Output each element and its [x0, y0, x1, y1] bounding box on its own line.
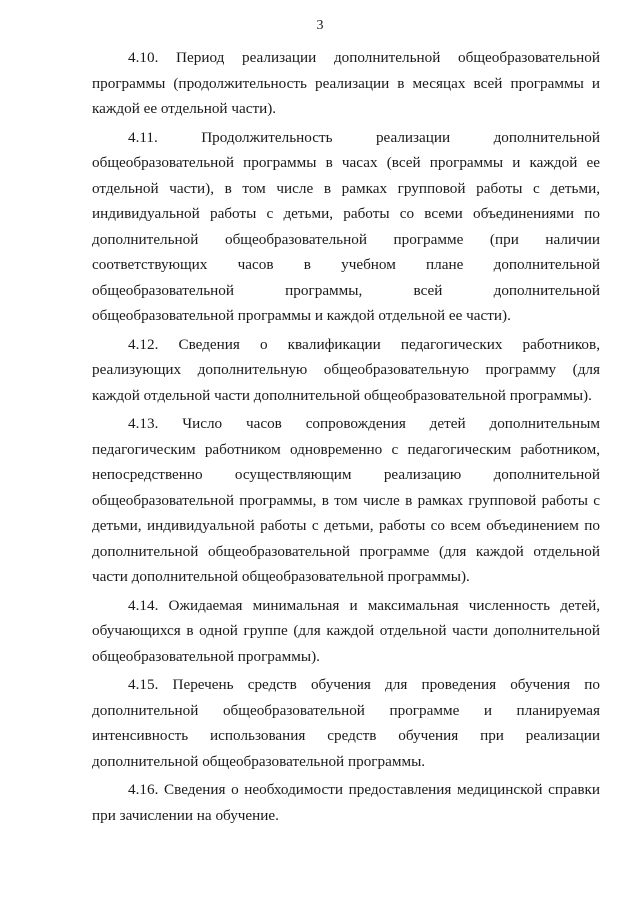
- paragraph-4-16: 4.16. Сведения о необходимости предоставления медицинской справки при зачислении на обучение.: [92, 781, 600, 824]
- page-number: 3: [316, 18, 324, 33]
- paragraph-4-11: 4.11. Продолжительность реализации дополнительной общеобразовательной программы в часах (всей программы и каждой ее отдельной части), в том числе в рамках групповой работы с детьми, индивидуальной работы с детьми, работы со всеми объединениями по дополнительной общеобразовательной программе (при наличии соответствующих часов в учебном плане дополнительной общеобразовательной программы, всей дополнительной общеобразовательной программы и каждой отдельной ее части).: [92, 128, 600, 324]
- paragraph-4-15: 4.15. Перечень средств обучения для проведения обучения по дополнительной общеобразовательной программе и планируемая интенсивность использования средств обучения при реализации дополнительной общеобразовательной программы.: [92, 676, 600, 770]
- paragraph-4-13: 4.13. Число часов сопровождения детей дополнительным педагогическим работником одновременно с педагогическим работником, непосредственно осуществляющим реализацию дополнительной общеобразовательной программы, в том числе в рамках групповой работы с детьми, индивидуальной работы с детьми, работы со всем объединением по дополнительной общеобразовательной программе (для каждой отдельной части дополнительной общеобразовательной программы).: [92, 415, 600, 585]
- document-body: [92, 45, 600, 830]
- paragraph-4-12: 4.12. Сведения о квалификации педагогических работников, реализующих дополнительную общеобразовательную программу (для каждой отдельной части дополнительной общеобразовательной программы).: [92, 335, 600, 404]
- paragraph-4-10: 4.10. Период реализации дополнительной общеобразовательной программы (продолжительность реализации в месяцах всей программы и каждой ее отдельной части).: [92, 49, 600, 117]
- paragraph-4-14: 4.14. Ожидаемая минимальная и максимальная численность детей, обучающихся в одной группе (для каждой отдельной части дополнительной общеобразовательной программы).: [92, 596, 600, 665]
